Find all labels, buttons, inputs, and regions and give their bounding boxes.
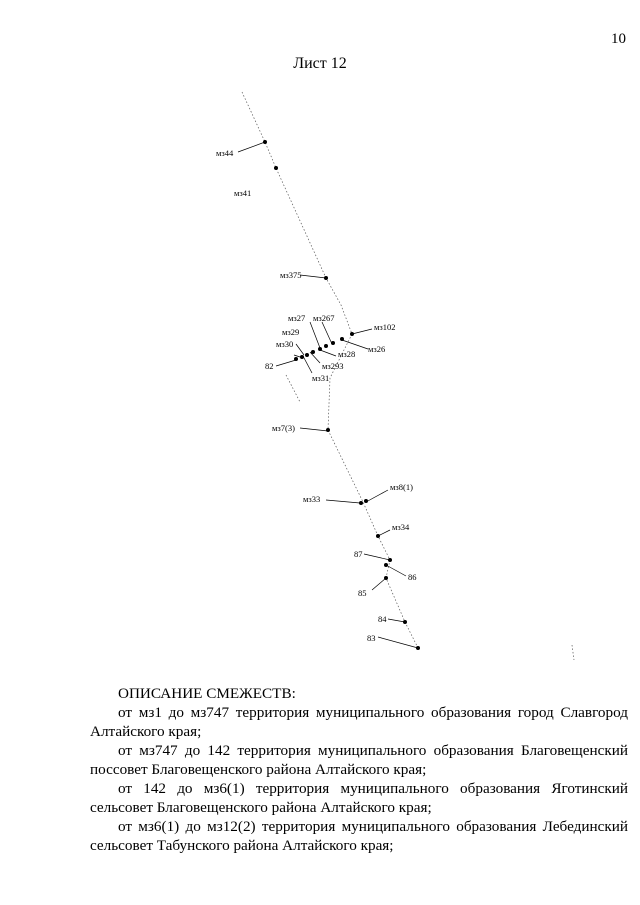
point-label: мз33 (303, 494, 321, 504)
point-label: мз41 (234, 188, 252, 198)
leader-line (372, 578, 386, 590)
point-label: мз34 (392, 522, 410, 532)
leader-line (326, 500, 360, 503)
point-label: 87 (354, 549, 363, 559)
description-paragraph: от мз6(1) до мз12(2) территория муниципального образования Лебединский сельсовет Табунского района Алтайского края; (90, 818, 628, 854)
survey-point (331, 341, 335, 345)
survey-point (305, 353, 309, 357)
sheet-title: Лист 12 (293, 55, 347, 72)
point-label: мз29 (282, 327, 300, 337)
survey-point (324, 276, 328, 280)
description-paragraph: от 142 до мз6(1) территория муниципального образования Яготинский сельсовет Благовещенского района Алтайского края; (90, 780, 628, 816)
leader-line (386, 565, 406, 576)
survey-point (416, 646, 420, 650)
survey-point (384, 576, 388, 580)
survey-point (384, 563, 388, 567)
leader-line (310, 322, 320, 348)
point-label: мз8(1) (390, 482, 413, 492)
page-number: 10 (611, 31, 626, 47)
point-label: 84 (378, 614, 387, 624)
leader-line (300, 275, 326, 278)
leader-line (303, 356, 312, 373)
survey-point (340, 337, 344, 341)
survey-point (403, 620, 407, 624)
point-label: мз375 (280, 270, 302, 280)
leader-line (238, 142, 265, 152)
survey-point (376, 534, 380, 538)
survey-point (324, 344, 328, 348)
point-label: мз7(3) (272, 423, 295, 433)
survey-point (318, 347, 322, 351)
leader-line (310, 352, 320, 363)
point-label: мз267 (313, 313, 335, 323)
adjacency-description (90, 684, 628, 855)
leader-line (366, 490, 388, 502)
leader-line (296, 344, 304, 355)
point-label: мз26 (368, 344, 386, 354)
point-label: 83 (367, 633, 376, 643)
leader-line (388, 619, 405, 622)
leader-line (294, 355, 300, 357)
leader-line (300, 428, 328, 431)
survey-point (359, 501, 363, 505)
leader-line (320, 350, 336, 356)
survey-point (263, 140, 267, 144)
point-label: мз30 (276, 339, 294, 349)
leader-line (276, 360, 296, 366)
point-label: мз44 (216, 148, 234, 158)
survey-point (274, 166, 278, 170)
leader-line (352, 329, 372, 334)
point-label: мз102 (374, 322, 396, 332)
survey-point (388, 558, 392, 562)
point-label: мз293 (322, 361, 344, 371)
leader-line (322, 322, 332, 344)
point-label: мз27 (288, 313, 306, 323)
boundary-line-side (286, 375, 300, 402)
leader-line (378, 530, 390, 536)
survey-point (364, 499, 368, 503)
survey-point (300, 355, 304, 359)
point-label: мз28 (338, 349, 356, 359)
boundary-line-side (572, 645, 574, 660)
survey-point (294, 357, 298, 361)
point-label: мз31 (312, 373, 330, 383)
survey-point (311, 350, 315, 354)
point-label: 86 (408, 572, 417, 582)
leader-line (342, 340, 368, 349)
description-paragraph: от мз747 до 142 территория муниципального образования Благовещенский поссовет Благовещенского района Алтайского края; (90, 742, 628, 778)
leader-line (364, 554, 390, 560)
leader-line (378, 637, 418, 648)
description-paragraph: от мз1 до мз747 территория муниципального образования город Славгород Алтайского края; (90, 704, 628, 740)
description-heading: ОПИСАНИЕ СМЕЖЕСТВ: (118, 685, 296, 702)
point-label: 82 (265, 361, 274, 371)
survey-point (350, 332, 354, 336)
survey-point (326, 428, 330, 432)
point-label: 85 (358, 588, 367, 598)
